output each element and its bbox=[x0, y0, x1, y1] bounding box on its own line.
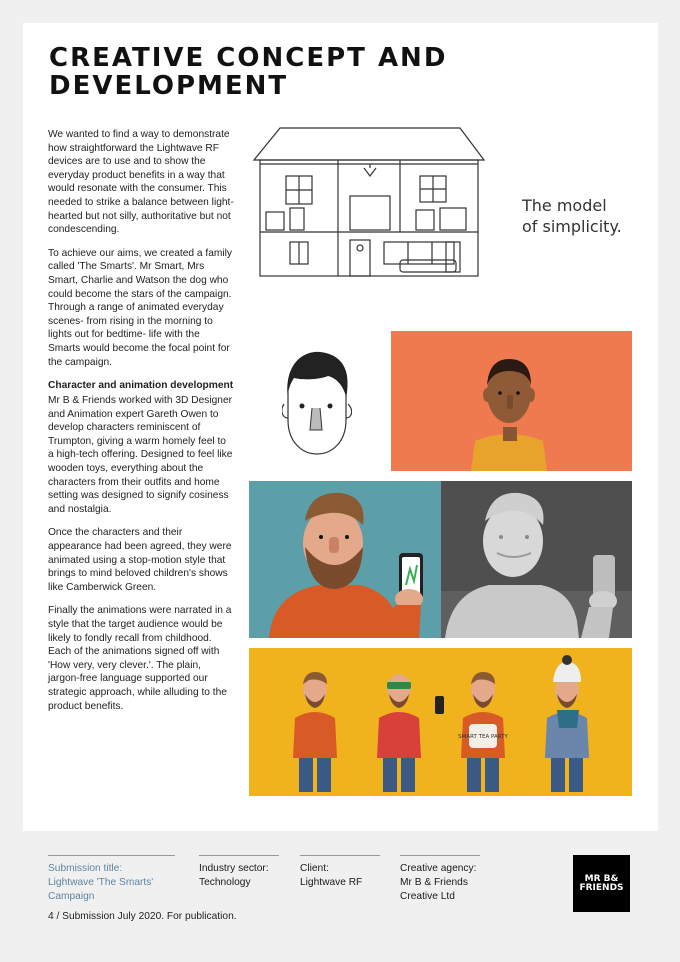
body-column bbox=[48, 128, 234, 723]
client-value: Lightwave RF bbox=[300, 877, 363, 888]
footer-rule bbox=[48, 855, 175, 856]
footer-sector bbox=[199, 855, 289, 890]
sector-label: Industry sector: bbox=[199, 863, 269, 874]
footer-rule bbox=[300, 855, 380, 856]
house-sketch-illustration bbox=[250, 124, 490, 280]
paragraph-intro: We wanted to find a way to demonstrate how straightforward the Lightwave RF devices are to use and to show the everyday product benefits in a way that would resonate with the consumer. This needed to strike a balance between light-hearted but not silly, authoritative but not condescending. bbox=[48, 129, 234, 236]
paragraph-aims: To achieve our aims, we created a family called 'The Smarts'. Mr Smart, Mrs Smart, Charlie and Watson the dog who could become the stars of the campaign. Through a range of animated everyday scenes- from rising in the morning to lights out for bedtime- life with the Smarts would become the focal point for the campaign. bbox=[48, 247, 233, 368]
footer-rule bbox=[199, 855, 279, 856]
four-characters-render bbox=[249, 648, 632, 796]
agency-label: Creative agency: bbox=[400, 863, 477, 874]
section-heading: Character and animation development bbox=[48, 380, 234, 392]
footer-submission bbox=[48, 855, 178, 904]
face-sketch-illustration bbox=[282, 350, 352, 458]
sector-value: Technology bbox=[199, 877, 251, 888]
logo-line-2: FRIENDS bbox=[579, 882, 624, 893]
page-footer-note: 4 / Submission July 2020. For publication. bbox=[48, 911, 237, 922]
orange-character-render bbox=[391, 331, 632, 471]
page-title: CREATIVE CONCEPT AND DEVELOPMENT bbox=[49, 43, 448, 101]
mr-b-friends-logo bbox=[573, 855, 630, 912]
tagline-line-1: The model bbox=[522, 196, 607, 215]
mug-label: SMART TEA PARTY bbox=[458, 734, 508, 740]
footer-client bbox=[300, 855, 390, 890]
footer-agency bbox=[400, 855, 490, 904]
paragraph-narration: Finally the animations were narrated in a style that the target audience would be likely to fondly recall from childhood. Each of the animations signed off with 'How very, very clever.'. The plain, jargon-free language supported our strategic approach, while alluding to the product benefits. bbox=[48, 605, 232, 712]
client-label: Client: bbox=[300, 863, 329, 874]
tagline-text bbox=[522, 195, 642, 237]
bearded-man-render bbox=[249, 481, 441, 638]
tagline-line-2: of simplicity. bbox=[522, 217, 622, 236]
paragraph-characters: Mr B & Friends worked with 3D Designer and Animation expert Gareth Owen to develop characters reminiscent of Trumpton, giving a warm homely feel to a high-tech offering. Designed to feel like wooden toys, everything about the characters from their outfits and home setting was designed to signify cosiness and nostalgia. bbox=[48, 395, 233, 515]
logo-line-1: MR B& bbox=[584, 873, 619, 884]
footer-rule bbox=[400, 855, 480, 856]
submission-label: Submission title: bbox=[48, 863, 123, 874]
agency-value: Mr B & Friends Creative Ltd bbox=[400, 877, 468, 902]
grey-model-render bbox=[441, 481, 632, 638]
submission-value: Lightwave 'The Smarts' Campaign bbox=[48, 877, 154, 902]
paragraph-animation: Once the characters and their appearance had been agreed, they were animated using a stop-motion style that brings to mind beloved children's shows like Camberwick Green. bbox=[48, 527, 232, 593]
